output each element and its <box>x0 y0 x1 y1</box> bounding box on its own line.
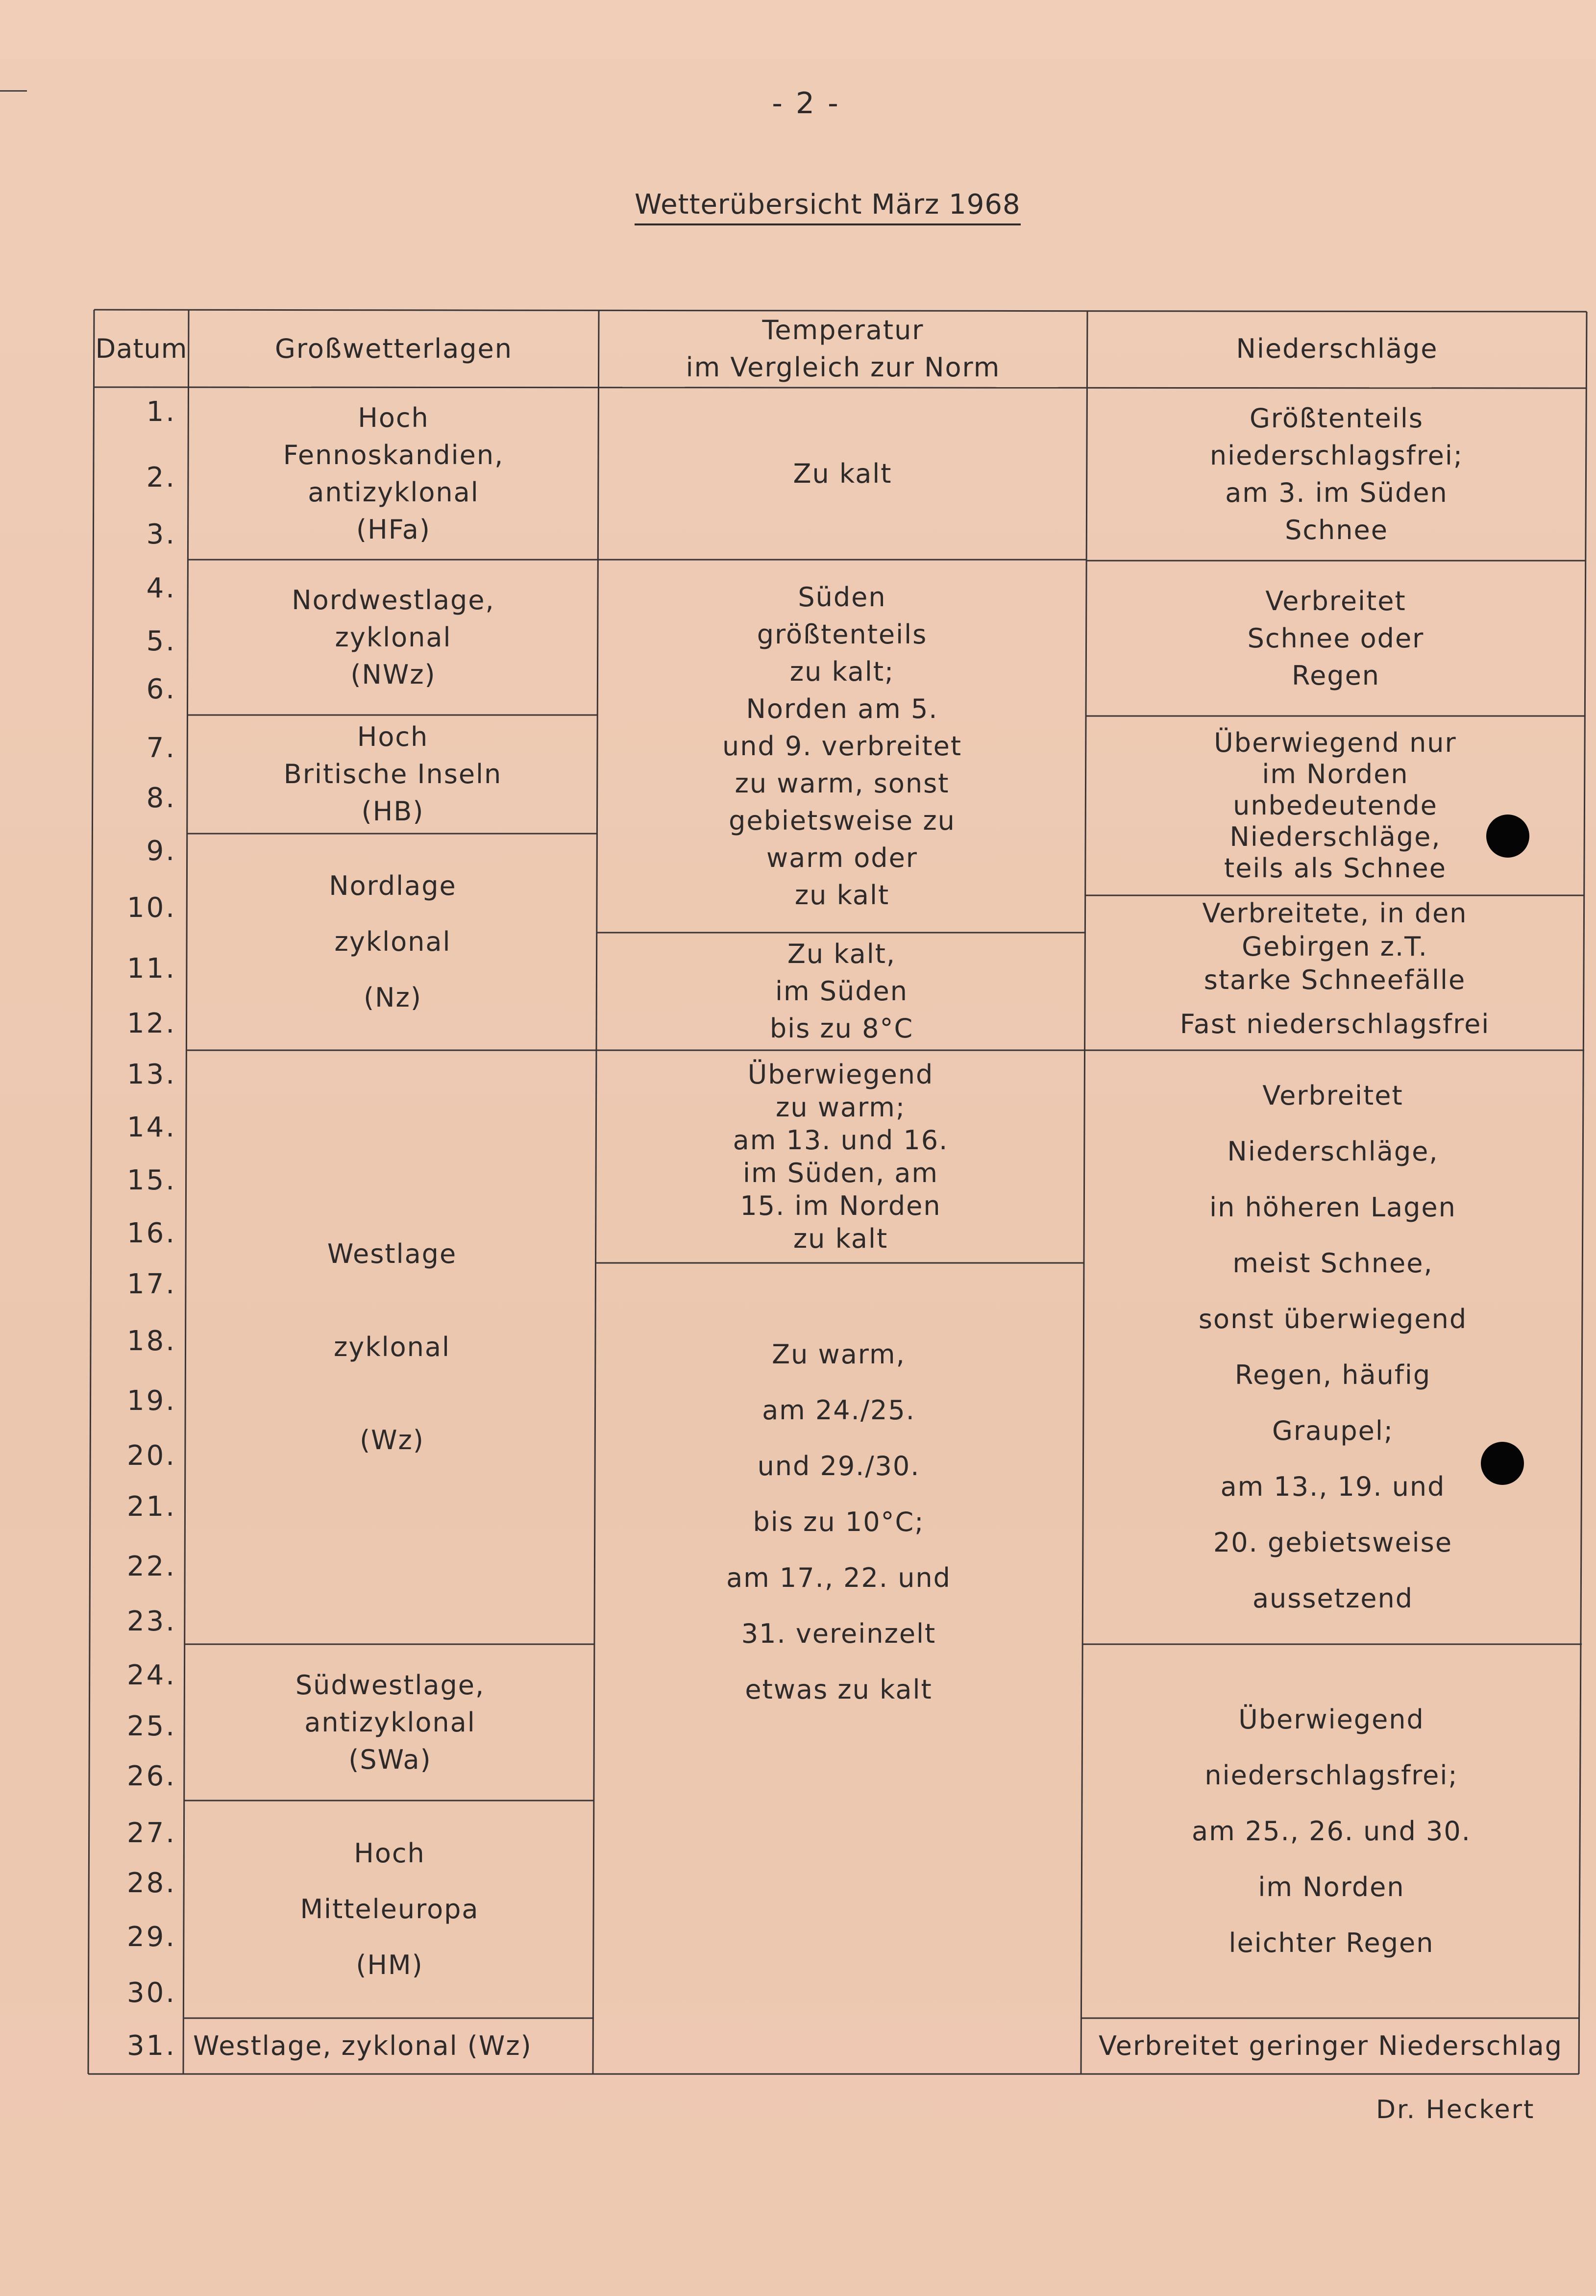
page-number: - 2 - <box>772 86 840 121</box>
date-label: 11. <box>126 953 176 985</box>
date-label: 13. <box>126 1059 176 1090</box>
date-label: 17. <box>126 1268 176 1300</box>
date-label: 26. <box>126 1760 176 1792</box>
date-label: 7. <box>146 732 176 764</box>
temperatur-cell: Zu warm, am 24./25. und 29./30. bis zu 10°C; am 17., 22. und 31. vereinzelt etwas zu kalt <box>726 1339 951 1705</box>
date-label: 6. <box>146 673 176 705</box>
niederschlag-cell: Überwiegend niederschlagsfrei; am 25., 26. und 30. im Norden leichter Regen <box>1192 1703 1471 1958</box>
niederschlag-cell: Fast niederschlagsfrei <box>1179 1009 1490 1039</box>
temperatur-cell: Süden größtenteils zu kalt; Norden am 5. und 9. verbreitet zu warm, sonst gebietsweise zu warm oder zu kalt <box>722 581 962 911</box>
date-label: 20. <box>126 1440 176 1472</box>
date-label: 23. <box>126 1605 176 1637</box>
date-label: 2. <box>146 462 176 494</box>
signature: Dr. Heckert <box>1376 2095 1535 2124</box>
date-label: 22. <box>126 1551 176 1582</box>
temperatur-cell: Überwiegend zu warm; am 13. und 16. im Süden, am 15. im Norden zu kalt <box>733 1059 949 1254</box>
date-label: 4. <box>146 572 176 604</box>
date-label: 31. <box>126 2030 176 2062</box>
page-title: Wetterübersicht März 1968 <box>635 189 1021 225</box>
header-temperatur: Temperatur im Vergleich zur Norm <box>686 315 1001 383</box>
date-label: 28. <box>126 1867 176 1899</box>
header-grosswetterlagen: Großwetterlagen <box>275 333 513 364</box>
grosswetterlage-cell: Nordlage zyklonal (Nz) <box>329 870 457 1013</box>
grosswetterlage-cell: Hoch Fennoskandien, antizyklonal (HFa) <box>283 402 504 545</box>
temperatur-cell: Zu kalt, im Süden bis zu 8°C <box>769 938 914 1044</box>
date-label: 14. <box>126 1111 176 1143</box>
date-label: 8. <box>146 782 176 814</box>
date-label: 1. <box>146 396 176 428</box>
grosswetterlage-cell: Nordwestlage, zyklonal (NWz) <box>292 584 495 690</box>
date-label: 3. <box>146 518 176 550</box>
header-datum: Datum <box>95 333 188 364</box>
niederschlag-cell: Größtenteils niederschlagsfrei; am 3. im Süden Schnee <box>1209 403 1464 545</box>
date-label: 9. <box>146 835 176 867</box>
grosswetterlage-cell: Westlage zyklonal (Wz) <box>327 1238 457 1456</box>
grosswetterlage-cell: Südwestlage, antizyklonal (SWa) <box>295 1669 485 1775</box>
date-label: 21. <box>126 1491 176 1523</box>
punch-hole <box>1481 1442 1524 1485</box>
grosswetterlage-cell: Westlage, zyklonal (Wz) <box>193 2030 532 2061</box>
niederschlag-cell: Überwiegend nur im Norden unbedeutende Niederschläge, teils als Schnee <box>1214 727 1457 884</box>
niederschlag-cell: Verbreitet geringer Niederschlag <box>1099 2030 1563 2061</box>
date-label: 15. <box>126 1164 176 1196</box>
grosswetterlage-cell: Hoch Britische Inseln (HB) <box>283 721 502 827</box>
date-label: 5. <box>146 625 176 657</box>
date-label: 18. <box>126 1325 176 1357</box>
date-label: 10. <box>126 892 176 924</box>
date-label: 30. <box>126 1977 176 2009</box>
temperatur-cell: Zu kalt <box>793 458 892 489</box>
date-label: 29. <box>126 1921 176 1953</box>
niederschlag-cell: Verbreitet Niederschläge, in höheren Lagen meist Schnee, sonst überwiegend Regen, häufig Graupel; am 13., 19. und 20. gebietsweise aussetzend <box>1198 1080 1468 1614</box>
grosswetterlage-cell: Hoch Mitteleuropa (HM) <box>300 1838 479 1980</box>
punch-hole <box>1486 815 1529 858</box>
date-label: 25. <box>126 1710 176 1742</box>
date-label: 27. <box>126 1817 176 1849</box>
date-label: 12. <box>126 1008 176 1039</box>
niederschlag-cell: Verbreitete, in den Gebirgen z.T. starke Schneefälle <box>1202 898 1468 995</box>
date-label: 24. <box>126 1659 176 1691</box>
header-niederschlaege: Niederschläge <box>1236 333 1438 364</box>
date-label: 19. <box>126 1385 176 1417</box>
date-label: 16. <box>126 1217 176 1249</box>
niederschlag-cell: Verbreitet Schnee oder Regen <box>1247 585 1424 691</box>
